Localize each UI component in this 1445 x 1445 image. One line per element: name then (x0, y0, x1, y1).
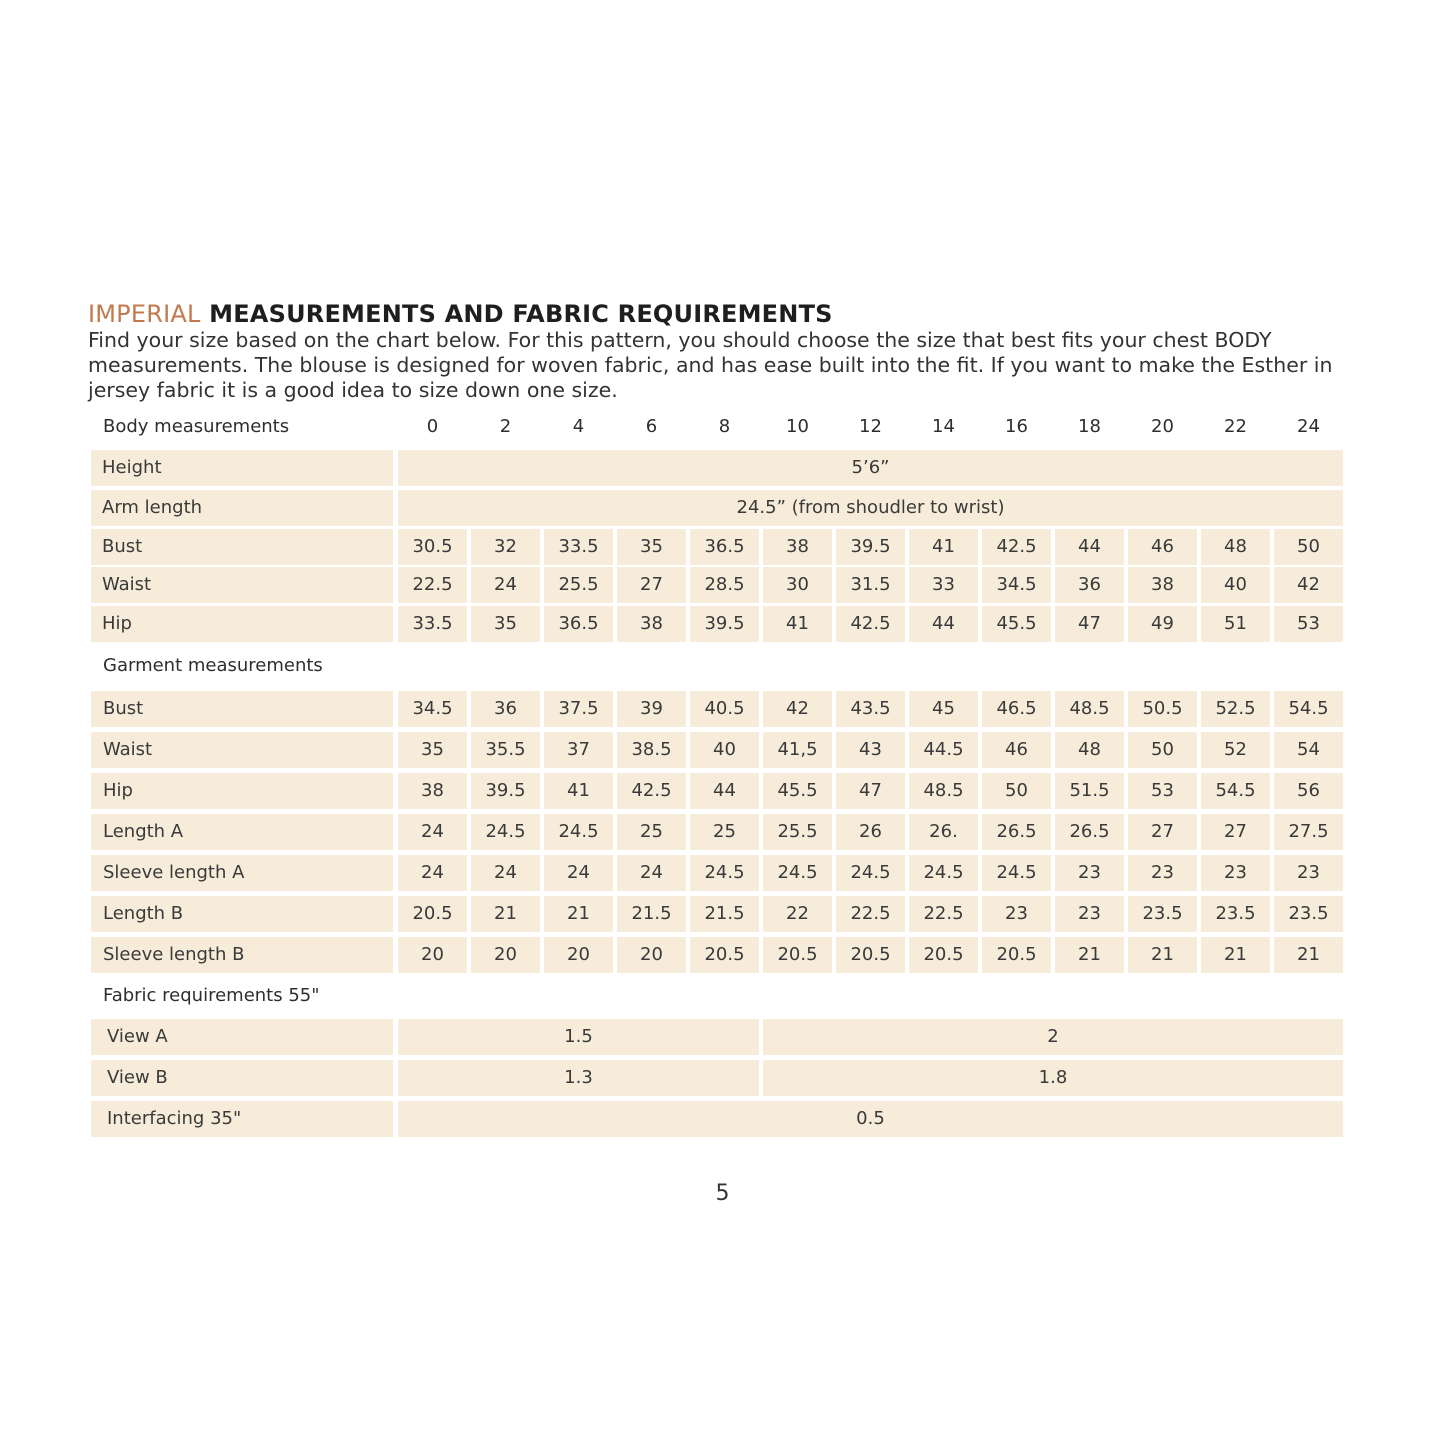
large-sizes-value-cell: 2 (763, 1019, 1343, 1055)
value-cell: 20 (544, 937, 613, 973)
value-cell: 54.5 (1201, 773, 1270, 809)
value-cell: 36 (471, 691, 540, 727)
value-cell: 36.5 (690, 529, 759, 565)
value-cell: 35 (398, 732, 467, 768)
value-cell: 44 (909, 606, 978, 642)
value-cell: 47 (836, 773, 905, 809)
value-cell: 20.5 (690, 937, 759, 973)
size-header-cell: 18 (1078, 416, 1101, 437)
value-cell: 31.5 (836, 567, 905, 603)
value-cell: 24 (617, 855, 686, 891)
value-cell: 51.5 (1055, 773, 1124, 809)
value-cell: 20.5 (909, 937, 978, 973)
size-header-cell: 4 (572, 416, 585, 437)
size-header-cell: 24 (1297, 416, 1320, 437)
title-accent: IMPERIAL (88, 300, 201, 328)
value-cell: 30.5 (398, 529, 467, 565)
value-cell: 42 (763, 691, 832, 727)
value-cell: 22.5 (909, 896, 978, 932)
fabric-requirements-heading: Fabric requirements 55" (103, 985, 320, 1006)
value-cell: 21.5 (690, 896, 759, 932)
value-cell: 41 (544, 773, 613, 809)
value-cell: 23 (1055, 896, 1124, 932)
value-cell: 46 (982, 732, 1051, 768)
value-cell: 56 (1274, 773, 1343, 809)
value-cell: 22.5 (836, 896, 905, 932)
row-label: Hip (91, 773, 393, 809)
value-cell: 25.5 (763, 814, 832, 850)
value-cell: 37 (544, 732, 613, 768)
value-cell: 20 (471, 937, 540, 973)
value-cell: 25.5 (544, 567, 613, 603)
value-cell: 21 (1055, 937, 1124, 973)
value-cell: 23.5 (1274, 896, 1343, 932)
large-sizes-value-cell: 1.8 (763, 1060, 1343, 1096)
value-cell: 21.5 (617, 896, 686, 932)
table-row (91, 732, 1345, 768)
value-cell: 20 (398, 937, 467, 973)
value-cell: 35 (617, 529, 686, 565)
value-cell: 53 (1128, 773, 1197, 809)
size-header-cell: 2 (499, 416, 512, 437)
value-cell: 26.5 (982, 814, 1051, 850)
value-cell: 44.5 (909, 732, 978, 768)
intro-line: jersey fabric it is a good idea to size down one size. (88, 378, 618, 402)
table-row (91, 450, 1345, 486)
value-cell: 45 (909, 691, 978, 727)
value-cell: 24 (471, 855, 540, 891)
value-cell: 27 (1128, 814, 1197, 850)
size-header-cell: 10 (786, 416, 809, 437)
intro-line: measurements. The blouse is designed for woven fabric, and has ease built into the fit. If you want to make the Esther in (88, 353, 1333, 377)
size-header-cell: 12 (859, 416, 882, 437)
small-sizes-value-cell: 1.5 (398, 1019, 759, 1055)
row-label: Arm length (91, 490, 393, 526)
size-header-cell: 6 (645, 416, 658, 437)
row-label: Length B (91, 896, 393, 932)
row-label: Sleeve length B (91, 937, 393, 973)
table-row (91, 773, 1345, 809)
row-label: View B (91, 1060, 393, 1096)
value-cell: 42.5 (617, 773, 686, 809)
value-cell: 28.5 (690, 567, 759, 603)
value-cell: 43 (836, 732, 905, 768)
table-row (91, 529, 1345, 565)
value-cell: 27 (617, 567, 686, 603)
value-cell: 48 (1201, 529, 1270, 565)
table-row (91, 937, 1345, 973)
value-cell: 36 (1055, 567, 1124, 603)
size-header-row (91, 409, 1345, 445)
value-cell: 23 (1055, 855, 1124, 891)
table-row (91, 855, 1345, 891)
value-cell: 24 (398, 855, 467, 891)
value-cell: 50 (982, 773, 1051, 809)
value-cell: 24.5 (544, 814, 613, 850)
table-row (91, 606, 1345, 642)
value-cell: 45.5 (982, 606, 1051, 642)
row-label: Hip (91, 606, 393, 642)
value-cell: 40 (1201, 567, 1270, 603)
size-header-cell: 16 (1005, 416, 1028, 437)
value-cell: 43.5 (836, 691, 905, 727)
row-label: Sleeve length A (91, 855, 393, 891)
value-cell: 23 (1128, 855, 1197, 891)
value-cell: 24 (544, 855, 613, 891)
value-cell: 24.5 (690, 855, 759, 891)
value-cell: 20.5 (982, 937, 1051, 973)
value-cell: 41 (909, 529, 978, 565)
garment-measurements-heading: Garment measurements (103, 655, 323, 676)
value-cell: 40 (690, 732, 759, 768)
value-cell: 36.5 (544, 606, 613, 642)
table-row (91, 1060, 1345, 1096)
size-header-cell: 22 (1224, 416, 1247, 437)
value-cell: 44 (1055, 529, 1124, 565)
value-cell: 54 (1274, 732, 1343, 768)
spanning-value-cell: 5’6” (398, 450, 1343, 486)
size-header-cell: 14 (932, 416, 955, 437)
value-cell: 32 (471, 529, 540, 565)
value-cell: 21 (544, 896, 613, 932)
value-cell: 23.5 (1128, 896, 1197, 932)
row-label: Bust (91, 691, 393, 727)
value-cell: 34.5 (982, 567, 1051, 603)
value-cell: 23 (1201, 855, 1270, 891)
value-cell: 23 (1274, 855, 1343, 891)
table-row (91, 896, 1345, 932)
spanning-value-cell: 0.5 (398, 1101, 1343, 1137)
value-cell: 22 (763, 896, 832, 932)
value-cell: 35.5 (471, 732, 540, 768)
value-cell: 48 (1055, 732, 1124, 768)
value-cell: 52.5 (1201, 691, 1270, 727)
page-title (88, 298, 833, 330)
value-cell: 21 (471, 896, 540, 932)
value-cell: 39.5 (690, 606, 759, 642)
row-label: Bust (91, 529, 393, 565)
value-cell: 23 (982, 896, 1051, 932)
value-cell: 42 (1274, 567, 1343, 603)
value-cell: 33.5 (398, 606, 467, 642)
value-cell: 50 (1128, 732, 1197, 768)
value-cell: 24.5 (982, 855, 1051, 891)
table-row (91, 490, 1345, 526)
value-cell: 54.5 (1274, 691, 1343, 727)
value-cell: 40.5 (690, 691, 759, 727)
value-cell: 33 (909, 567, 978, 603)
page-number: 5 (715, 1181, 730, 1206)
value-cell: 20.5 (398, 896, 467, 932)
value-cell: 21 (1274, 937, 1343, 973)
body-measurements-heading: Body measurements (103, 416, 290, 437)
row-label: Waist (91, 567, 393, 603)
value-cell: 26. (909, 814, 978, 850)
value-cell: 41 (763, 606, 832, 642)
value-cell: 47 (1055, 606, 1124, 642)
value-cell: 38 (398, 773, 467, 809)
value-cell: 24 (398, 814, 467, 850)
value-cell: 20 (617, 937, 686, 973)
value-cell: 42.5 (836, 606, 905, 642)
value-cell: 37.5 (544, 691, 613, 727)
title-rest: MEASUREMENTS AND FABRIC REQUIREMENTS (200, 300, 833, 328)
value-cell: 27 (1201, 814, 1270, 850)
value-cell: 49 (1128, 606, 1197, 642)
value-cell: 33.5 (544, 529, 613, 565)
value-cell: 38 (617, 606, 686, 642)
row-label: Length A (91, 814, 393, 850)
value-cell: 38.5 (617, 732, 686, 768)
value-cell: 24.5 (763, 855, 832, 891)
row-label: Waist (91, 732, 393, 768)
small-sizes-value-cell: 1.3 (398, 1060, 759, 1096)
value-cell: 25 (690, 814, 759, 850)
value-cell: 45.5 (763, 773, 832, 809)
value-cell: 50 (1274, 529, 1343, 565)
row-label: Interfacing 35" (91, 1101, 393, 1137)
table-row (91, 814, 1345, 850)
value-cell: 30 (763, 567, 832, 603)
value-cell: 48.5 (1055, 691, 1124, 727)
value-cell: 21 (1128, 937, 1197, 973)
value-cell: 20.5 (763, 937, 832, 973)
table-row (91, 1019, 1345, 1055)
value-cell: 44 (690, 773, 759, 809)
value-cell: 24.5 (836, 855, 905, 891)
value-cell: 21 (1201, 937, 1270, 973)
value-cell: 51 (1201, 606, 1270, 642)
value-cell: 22.5 (398, 567, 467, 603)
size-header-cell: 0 (426, 416, 439, 437)
value-cell: 39 (617, 691, 686, 727)
row-label: Height (91, 450, 393, 486)
value-cell: 38 (1128, 567, 1197, 603)
value-cell: 39.5 (471, 773, 540, 809)
table-row (91, 1101, 1345, 1137)
size-header-cell: 8 (718, 416, 731, 437)
table-row (91, 691, 1345, 727)
value-cell: 27.5 (1274, 814, 1343, 850)
value-cell: 52 (1201, 732, 1270, 768)
value-cell: 39.5 (836, 529, 905, 565)
value-cell: 24 (471, 567, 540, 603)
spanning-value-cell: 24.5” (from shoudler to wrist) (398, 490, 1343, 526)
value-cell: 50.5 (1128, 691, 1197, 727)
value-cell: 46.5 (982, 691, 1051, 727)
intro-text (88, 328, 1358, 403)
value-cell: 38 (763, 529, 832, 565)
intro-line: Find your size based on the chart below. For this pattern, you should choose the size that best fits your chest BODY (88, 328, 1272, 352)
value-cell: 25 (617, 814, 686, 850)
value-cell: 48.5 (909, 773, 978, 809)
value-cell: 35 (471, 606, 540, 642)
value-cell: 20.5 (836, 937, 905, 973)
value-cell: 26.5 (1055, 814, 1124, 850)
value-cell: 42.5 (982, 529, 1051, 565)
value-cell: 53 (1274, 606, 1343, 642)
value-cell: 34.5 (398, 691, 467, 727)
value-cell: 24.5 (471, 814, 540, 850)
value-cell: 24.5 (909, 855, 978, 891)
value-cell: 41,5 (763, 732, 832, 768)
value-cell: 46 (1128, 529, 1197, 565)
value-cell: 26 (836, 814, 905, 850)
size-header-cell: 20 (1151, 416, 1174, 437)
table-row (91, 567, 1345, 603)
value-cell: 23.5 (1201, 896, 1270, 932)
row-label: View A (91, 1019, 393, 1055)
